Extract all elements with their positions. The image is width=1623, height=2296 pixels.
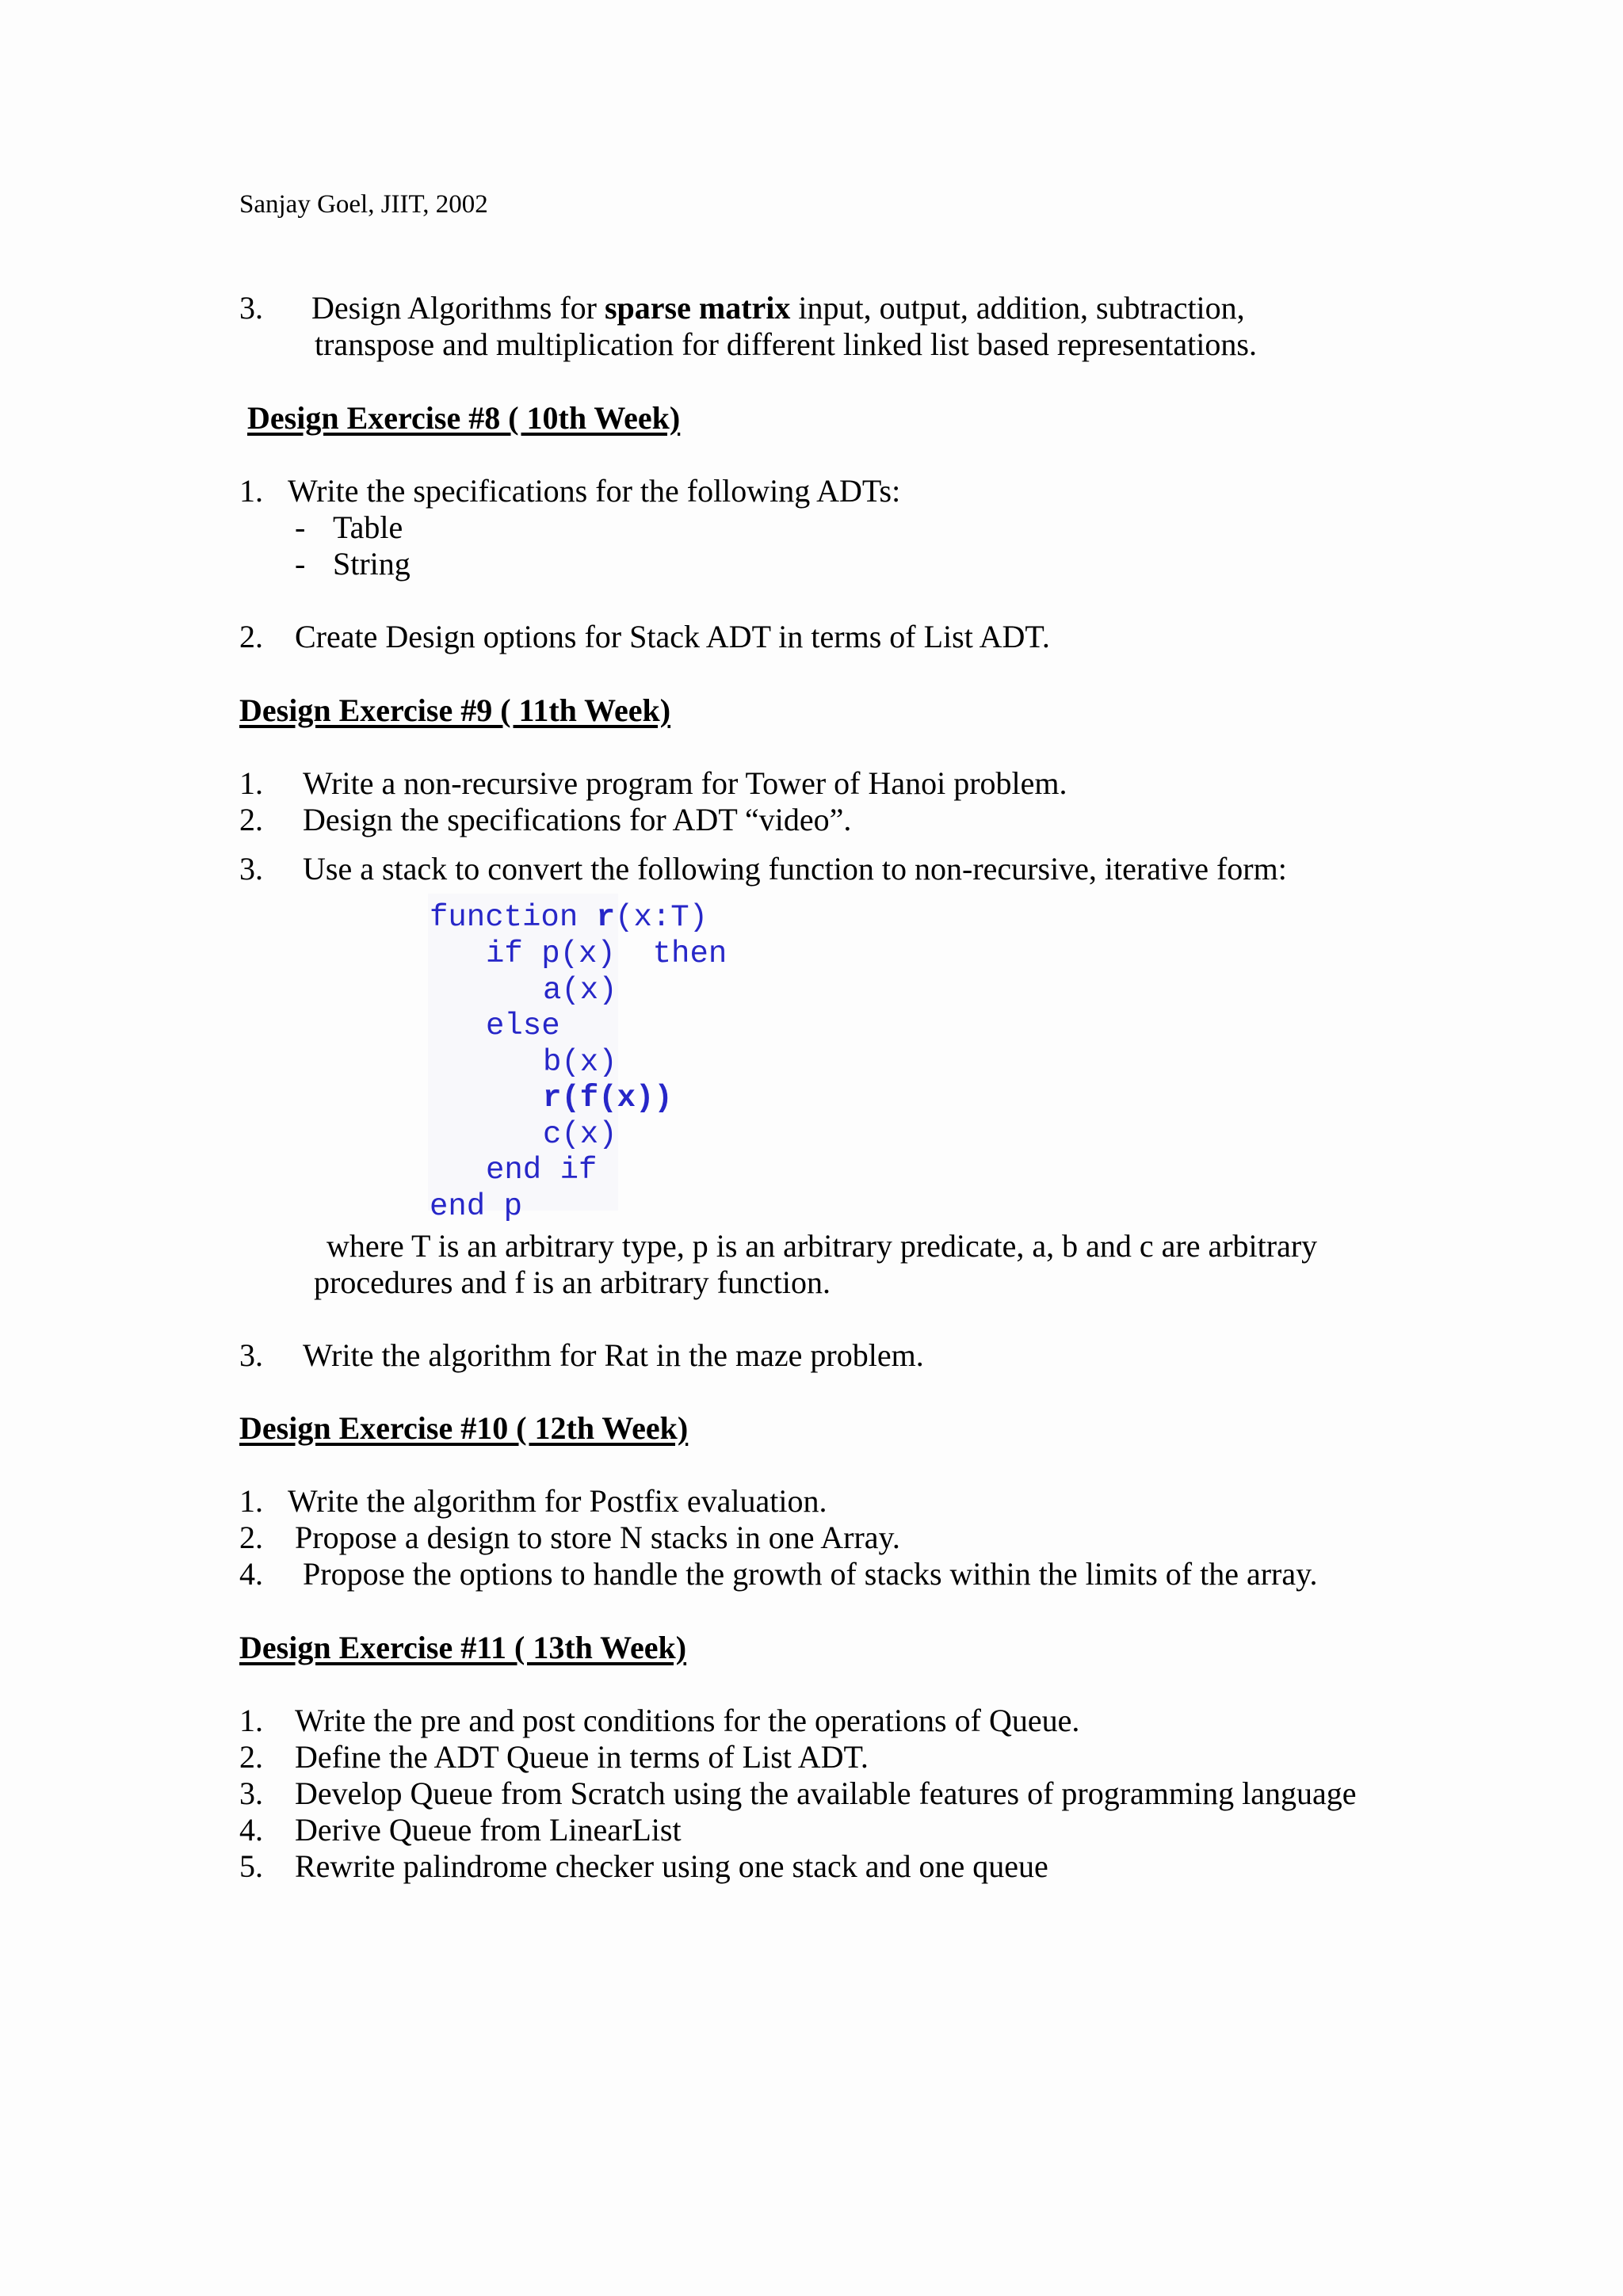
code-line: r(f(x)) — [543, 1081, 673, 1116]
list-item-number: 3. — [239, 851, 263, 887]
list-item-text: Use a stack to convert the following function to non-recursive, iterative form: — [303, 851, 1287, 887]
text-run: input, output, addition, subtraction, — [790, 290, 1245, 326]
list-item-text: Propose a design to store N stacks in one Array. — [295, 1520, 900, 1555]
list-item-text: Define the ADT Queue in terms of List ADT. — [295, 1739, 869, 1775]
bullet-dash: - — [295, 546, 306, 582]
code-function-name: r — [596, 900, 616, 935]
section-heading: Design Exercise #8 ( 10th Week) — [247, 400, 681, 436]
bullet-text: String — [333, 546, 411, 582]
list-item-text: Write the pre and post conditions for the operations of Queue. — [295, 1703, 1080, 1738]
list-item-number: 1. — [239, 765, 263, 801]
list-item-number: 1. — [239, 1483, 263, 1519]
note-text: where T is an arbitrary type, p is an arbitrary predicate, a, b and c are arbitrary — [327, 1228, 1318, 1264]
list-item-number: 5. — [239, 1848, 263, 1884]
list-item-text: Create Design options for Stack ADT in terms of List ADT. — [295, 619, 1050, 654]
note-text: procedures and f is an arbitrary function. — [314, 1264, 831, 1300]
code-line: end if — [486, 1153, 598, 1188]
section-heading: Design Exercise #10 ( 12th Week) — [239, 1410, 689, 1446]
list-item-text — [311, 289, 1245, 326]
list-item-text: Develop Queue from Scratch using the available features of programming language — [295, 1775, 1357, 1811]
list-item-number: 1. — [239, 1703, 263, 1738]
list-item-continuation: transpose and multiplication for different linked list based representations. — [315, 326, 1257, 362]
list-item-number: 3. — [239, 290, 263, 326]
list-item-number: 4. — [239, 1556, 263, 1592]
bullet-text: Table — [333, 509, 403, 545]
list-item-number: 2. — [239, 1520, 263, 1555]
list-item-text: Write a non-recursive program for Tower of Hanoi problem. — [303, 765, 1067, 801]
list-item-text: Write the specifications for the following ADTs: — [288, 473, 901, 509]
list-item-text: Design the specifications for ADT “video”. — [303, 802, 852, 837]
text-run: Design Algorithms for — [311, 290, 605, 326]
code-keyword: function — [430, 900, 597, 935]
code-line: c(x) — [543, 1117, 617, 1152]
section-heading: Design Exercise #9 ( 11th Week) — [239, 692, 671, 728]
code-line: if p(x) then — [486, 936, 727, 971]
list-item-number: 3. — [239, 1337, 263, 1373]
code-line: end p — [430, 1189, 523, 1224]
list-item-text: Propose the options to handle the growth of stacks within the limits of the array. — [303, 1556, 1318, 1592]
list-item-text: Rewrite palindrome checker using one stack and one queue — [295, 1848, 1048, 1884]
list-item-text: Write the algorithm for Postfix evaluation. — [288, 1483, 827, 1519]
bold-term: sparse matrix — [604, 290, 791, 326]
list-item-number: 1. — [239, 473, 263, 509]
list-item-text: Derive Queue from LinearList — [295, 1812, 682, 1848]
list-item-number: 2. — [239, 619, 263, 654]
code-line: a(x) — [543, 973, 617, 1008]
code-line — [430, 900, 708, 935]
list-item-number: 2. — [239, 1739, 263, 1775]
list-item-number: 2. — [239, 802, 263, 837]
code-line: else — [486, 1009, 560, 1043]
bullet-dash: - — [295, 509, 306, 545]
code-line: b(x) — [543, 1045, 617, 1080]
list-item-number: 4. — [239, 1812, 263, 1848]
list-item-number: 3. — [239, 1775, 263, 1811]
list-item-text: Write the algorithm for Rat in the maze problem. — [303, 1337, 924, 1373]
code-params: (x:T) — [615, 900, 708, 935]
section-heading: Design Exercise #11 ( 13th Week) — [239, 1630, 687, 1665]
page-header: Sanjay Goel, JIIT, 2002 — [239, 190, 488, 219]
